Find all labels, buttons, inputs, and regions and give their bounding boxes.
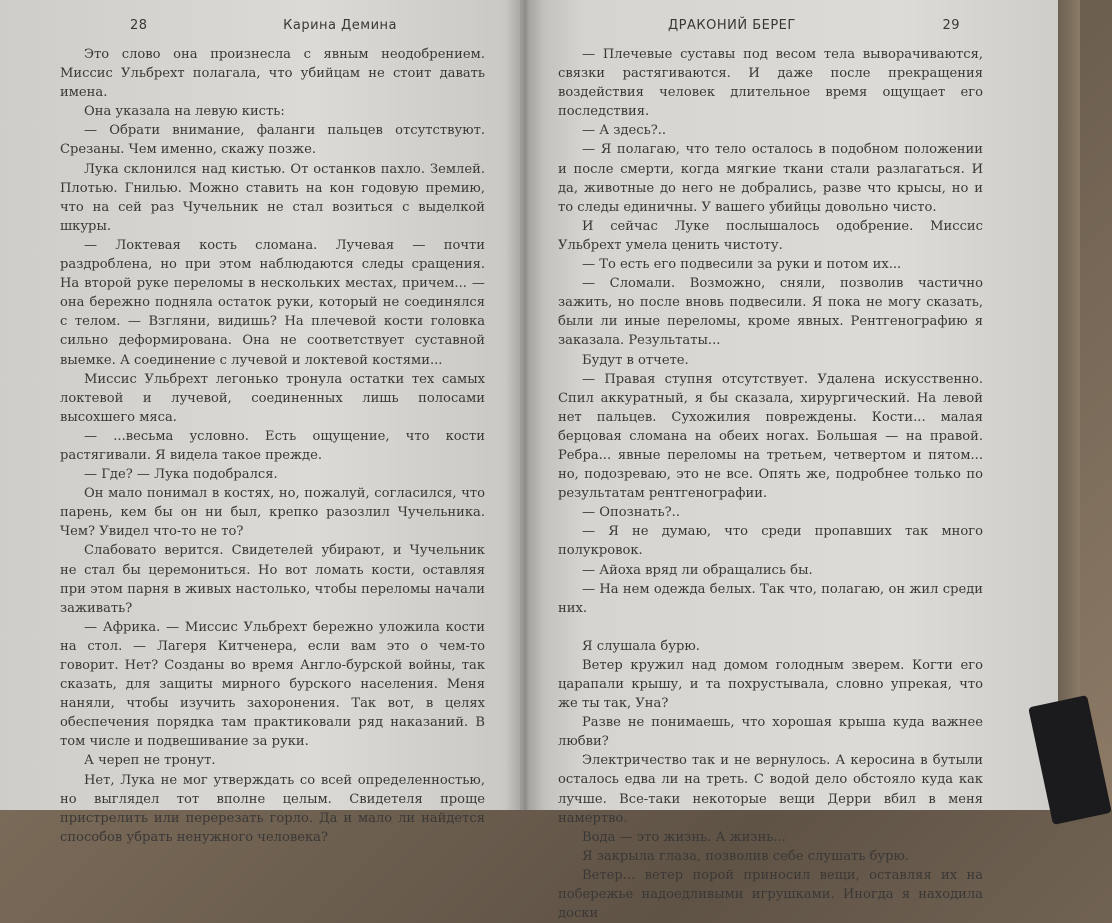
paragraph: Вода — это жизнь. А жизнь...	[582, 829, 786, 845]
paragraph: — Сломали. Возможно, сняли, позволив частично зажить, но после вновь подвесили. Я пока не могу сказать, были ли иные переломы, кроме явных. Рентгенографию я заказала. Результаты...	[558, 276, 983, 349]
paragraph: Ветер кружил над домом голодным зверем. Когти его царапали крышу, и та похрустывала, словно упрекая, что же ты так, Уна?	[558, 657, 983, 712]
right-page	[520, 0, 1060, 922]
paragraph: Разве не понимаешь, что хорошая крыша куда важнее любви?	[558, 715, 983, 750]
paragraph: — Айоха вряд ли обращались бы.	[582, 562, 813, 578]
page-number: 28	[130, 18, 148, 33]
paragraph: Она указала на левую кисть:	[84, 104, 285, 120]
paragraph: — Где? — Лука подобрался.	[84, 467, 278, 483]
paragraph: Миссис Ульбрехт легонько тронула остатки тех самых локтевой и лучевой, соединенных лишь полосами высохшего мяса.	[60, 371, 485, 425]
running-head-author: Карина Демина	[283, 18, 397, 33]
paragraph: Нет, Лука не мог утверждать со всей определенностью, но выглядел тот вполне целым. Свидетеля проще пристрелить или перерезать горло. Да и мало ли найдется способов убрать ненужного человека?	[60, 772, 485, 845]
paragraph: Электричество так и не вернулось. А керосина в бутыли осталось едва ли на треть. С водой дело обстояло куда как лучше. Все-таки некоторые вещи Дерри вбил в меня намертво.	[558, 753, 983, 826]
left-page	[0, 0, 525, 845]
paragraph: — Локтевая кость сломана. Лучевая — почти раздроблена, но при этом наблюдаются следы сращения. На второй руке переломы в нескольких местах, причем... — она бережно подняла остаток руки, который не соединялся с телом. — Взгляни, видишь? На плечевой кости головка сильно деформирована. Она не соответствует суставной выемке. А соединение с лучевой и локтевой костями...	[60, 237, 485, 368]
paragraph: А череп не тронут.	[84, 753, 216, 769]
paragraph: Это слово она произнесла с явным неодобрением. Миссис Ульбрехт полагала, что убийцам не стоит давать имена.	[60, 47, 485, 101]
left-page-header	[60, 18, 507, 33]
table-surface	[1058, 0, 1080, 810]
paragraph: — Плечевые суставы под весом тела выворачиваются, связки растягиваются. И даже после прекращения воздействия человек длительное время ощущает его последствия.	[558, 47, 983, 120]
paragraph: — Обрати внимание, фаланги пальцев отсутствуют. Срезаны. Чем именно, скажу позже.	[60, 123, 485, 158]
paragraph: — На нем одежда белых. Так что, полагаю, он жил среди них.	[558, 581, 983, 616]
paragraph: Лука склонился над кистью. От останков пахло. Землей. Плотью. Гнилью. Можно ставить на кон годовую премию, что на сей раз Чучельник не стал возиться с выделкой шкуры.	[60, 161, 485, 234]
right-page-header	[558, 18, 1000, 33]
paragraph: — ...весьма условно. Есть ощущение, что кости растягивали. Я видела такое прежде.	[60, 428, 485, 463]
paragraph: И сейчас Луке послышалось одобрение. Миссис Ульбрехт умела ценить чистоту.	[558, 218, 983, 253]
page-number: 29	[942, 18, 960, 33]
paragraph: Я слушала бурю.	[582, 638, 700, 654]
paragraph: Он мало понимал в костях, но, пожалуй, согласился, что парень, кем бы он ни был, крепко разозлил Чучельника. Чем? Увидел что-то не то?	[60, 486, 485, 540]
paragraph: — Я полагаю, что тело осталось в подобном положении и после смерти, когда мягкие ткани стали разлагаться. И да, животные до него не добрались, разве что крысы, но и то следы единичны. У вашего убийцы довольно чисто.	[558, 142, 983, 215]
right-page-text	[558, 45, 983, 923]
paragraph: Ветер... ветер порой приносил вещи, оставляя их на побережье надоедливыми игрушками. Иногда я находила доски	[558, 867, 983, 922]
running-head-title: ДРАКОНИЙ БЕРЕГ	[668, 18, 796, 33]
left-page-text	[60, 45, 485, 847]
paragraph: Будут в отчете.	[582, 352, 689, 368]
paragraph: — Опознать?..	[582, 505, 680, 521]
paragraph: Слабовато верится. Свидетелей убирают, и Чучельник не стал бы церемониться. Но вот ломать кости, оставляя при этом парня в живых настолько, чтобы переломы начали заживать?	[60, 543, 485, 616]
paragraph: — То есть его подвесили за руки и потом их...	[582, 257, 902, 273]
paragraph: — Я не думаю, что среди пропавших так много полукровок.	[558, 524, 983, 559]
paragraph: — Африка. — Миссис Ульбрехт бережно уложила кости на стол. — Лагеря Китченера, если вам это о чем-то говорит. Нет? Созданы во время Англо-бурской войны, так сказать, для защиты мирного бурского населения. Меня наняли, чтобы изучить захоронения. Так вот, в целях обеспечения порядка там практиковали ряд наказаний. В том числе и подвешивание за руки.	[60, 619, 485, 750]
paragraph: — Правая ступня отсутствует. Удалена искусственно. Спил аккуратный, я бы сказала, хирургический. На левой нет пальцев. Сухожилия повреждены. Кости... малая берцовая сломана на обеих ногах. Большая — на правой. Ребра... явные переломы на третьем, четвертом и пятом... но, подозреваю, это не все. Опять же, подробнее только по результатам рентгенографии.	[558, 371, 983, 502]
paragraph: Я закрыла глаза, позволив себе слушать бурю.	[582, 848, 910, 864]
paragraph: — А здесь?..	[582, 123, 667, 139]
